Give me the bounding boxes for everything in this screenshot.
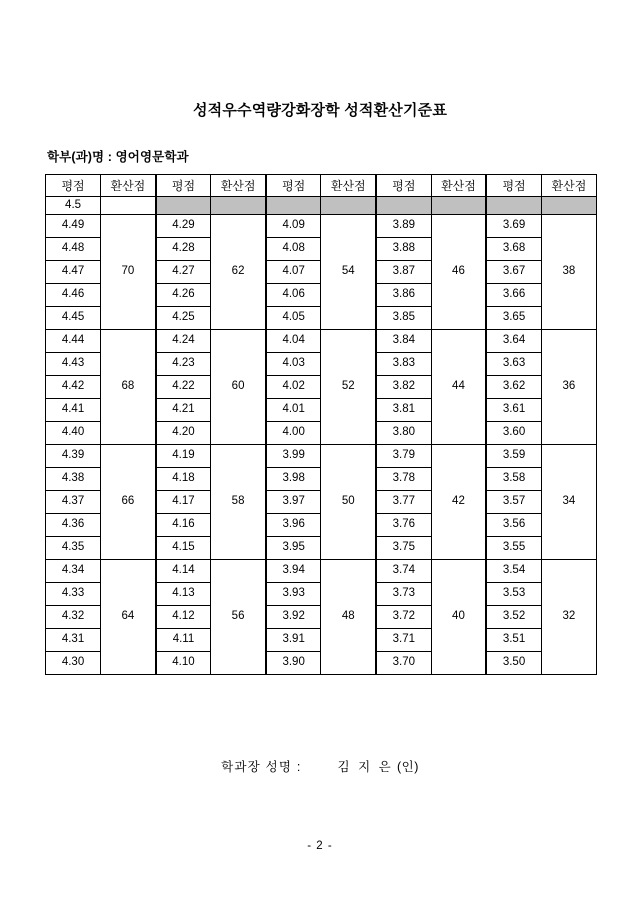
- column-header-gpa-3: 평점: [266, 175, 321, 197]
- gpa-cell: 3.54: [486, 560, 541, 583]
- gpa-cell: 3.72: [376, 606, 431, 629]
- converted-cell: 46: [431, 215, 486, 330]
- shaded-cell: [321, 197, 376, 215]
- gpa-cell: 3.80: [376, 422, 431, 445]
- page-number: - 2 -: [307, 840, 333, 852]
- gpa-cell: 4.06: [266, 284, 321, 307]
- gpa-cell: 4.44: [46, 330, 101, 353]
- gpa-cell: 4.28: [156, 238, 211, 261]
- gpa-cell: 3.78: [376, 468, 431, 491]
- shaded-cell: [431, 197, 486, 215]
- converted-cell: 70: [101, 215, 156, 330]
- gpa-cell: 4.00: [266, 422, 321, 445]
- table-body: [46, 197, 597, 675]
- shaded-cell: [211, 197, 266, 215]
- gpa-cell: 3.87: [376, 261, 431, 284]
- converted-cell: 68: [101, 330, 156, 445]
- gpa-cell: 3.73: [376, 583, 431, 606]
- gpa-cell: 3.66: [486, 284, 541, 307]
- gpa-cell: 4.41: [46, 399, 101, 422]
- gpa-cell: 4.01: [266, 399, 321, 422]
- column-header-converted-4: 환산점: [431, 175, 486, 197]
- gpa-cell: 3.88: [376, 238, 431, 261]
- gpa-cell: 3.89: [376, 215, 431, 238]
- gpa-cell: 3.81: [376, 399, 431, 422]
- page-title: 성적우수역량강화장학 성적환산기준표: [192, 102, 448, 119]
- column-header-converted-2: 환산점: [211, 175, 266, 197]
- gpa-cell: 3.67: [486, 261, 541, 284]
- gpa-cell: 3.74: [376, 560, 431, 583]
- gpa-cell: 4.49: [46, 215, 101, 238]
- gpa-cell: 4.29: [156, 215, 211, 238]
- gpa-cell: 3.60: [486, 422, 541, 445]
- table-row: [46, 215, 597, 238]
- converted-cell: 50: [321, 445, 376, 560]
- signature-name: 김 지 은: [337, 760, 394, 774]
- column-header-gpa-1: 평점: [46, 175, 101, 197]
- gpa-cell: 4.32: [46, 606, 101, 629]
- table-row: [46, 560, 597, 583]
- gpa-cell: 4.43: [46, 353, 101, 376]
- converted-cell: 44: [431, 330, 486, 445]
- gpa-cell: 4.48: [46, 238, 101, 261]
- gpa-cell: 3.57: [486, 491, 541, 514]
- gpa-cell: 4.45: [46, 307, 101, 330]
- gpa-cell: 3.99: [266, 445, 321, 468]
- gpa-cell: 3.82: [376, 376, 431, 399]
- gpa-cell: 3.76: [376, 514, 431, 537]
- gpa-cell: 3.65: [486, 307, 541, 330]
- converted-cell: [101, 197, 156, 215]
- gpa-cell: 4.35: [46, 537, 101, 560]
- gpa-cell: 4.12: [156, 606, 211, 629]
- gpa-cell: 3.63: [486, 353, 541, 376]
- gpa-cell: 3.70: [376, 652, 431, 675]
- converted-cell: 58: [211, 445, 266, 560]
- gpa-cell: 3.69: [486, 215, 541, 238]
- gpa-cell: 4.34: [46, 560, 101, 583]
- gpa-cell: 3.68: [486, 238, 541, 261]
- table-row: [46, 445, 597, 468]
- column-header-gpa-4: 평점: [376, 175, 431, 197]
- table-row: [46, 330, 597, 353]
- gpa-cell: 4.22: [156, 376, 211, 399]
- column-header-converted-5: 환산점: [541, 175, 596, 197]
- gpa-cell: 4.02: [266, 376, 321, 399]
- gpa-cell: 4.03: [266, 353, 321, 376]
- gpa-cell: 4.09: [266, 215, 321, 238]
- gpa-cell: 3.50: [486, 652, 541, 675]
- gpa-cell: 4.21: [156, 399, 211, 422]
- converted-cell: 42: [431, 445, 486, 560]
- gpa-cell: 4.42: [46, 376, 101, 399]
- gpa-cell: 4.19: [156, 445, 211, 468]
- gpa-cell: 3.91: [266, 629, 321, 652]
- gpa-cell: 4.18: [156, 468, 211, 491]
- gpa-cell: 4.15: [156, 537, 211, 560]
- gpa-cell: 3.85: [376, 307, 431, 330]
- gpa-cell: 3.84: [376, 330, 431, 353]
- converted-cell: 66: [101, 445, 156, 560]
- gpa-cell: 4.47: [46, 261, 101, 284]
- gpa-cell: 4.17: [156, 491, 211, 514]
- shaded-cell: [376, 197, 431, 215]
- gpa-cell: 3.58: [486, 468, 541, 491]
- column-header-converted-3: 환산점: [321, 175, 376, 197]
- gpa-cell: 4.31: [46, 629, 101, 652]
- converted-cell: 60: [211, 330, 266, 445]
- gpa-cell: 4.38: [46, 468, 101, 491]
- converted-cell: 56: [211, 560, 266, 675]
- gpa-cell: 4.07: [266, 261, 321, 284]
- gpa-cell: 3.98: [266, 468, 321, 491]
- converted-cell: 34: [541, 445, 596, 560]
- shaded-cell: [156, 197, 211, 215]
- gpa-cell: 3.83: [376, 353, 431, 376]
- converted-cell: 62: [211, 215, 266, 330]
- gpa-cell: 3.53: [486, 583, 541, 606]
- gpa-cell: 4.08: [266, 238, 321, 261]
- department-label: 학부(과)명 : 영어영문학과: [47, 150, 189, 164]
- gpa-cell: 4.11: [156, 629, 211, 652]
- gpa-cell: 3.94: [266, 560, 321, 583]
- gpa-cell: 3.62: [486, 376, 541, 399]
- gpa-cell: 3.59: [486, 445, 541, 468]
- gpa-cell: 4.25: [156, 307, 211, 330]
- gpa-cell: 4.10: [156, 652, 211, 675]
- gpa-cell: 4.5: [46, 197, 101, 215]
- gpa-cell: 3.64: [486, 330, 541, 353]
- gpa-cell: 4.05: [266, 307, 321, 330]
- gpa-cell: 4.37: [46, 491, 101, 514]
- gpa-cell: 4.16: [156, 514, 211, 537]
- converted-cell: 36: [541, 330, 596, 445]
- gpa-cell: 4.13: [156, 583, 211, 606]
- gpa-cell: 4.33: [46, 583, 101, 606]
- gpa-cell: 3.96: [266, 514, 321, 537]
- gpa-cell: 4.26: [156, 284, 211, 307]
- converted-cell: 40: [431, 560, 486, 675]
- shaded-cell: [266, 197, 321, 215]
- gpa-cell: 3.61: [486, 399, 541, 422]
- gpa-cell: 4.40: [46, 422, 101, 445]
- gpa-cell: 3.97: [266, 491, 321, 514]
- signature-line: [0, 757, 640, 775]
- gpa-cell: 3.77: [376, 491, 431, 514]
- column-header-gpa-5: 평점: [486, 175, 541, 197]
- column-header-gpa-2: 평점: [156, 175, 211, 197]
- grade-conversion-table: [45, 174, 597, 675]
- gpa-cell: 3.56: [486, 514, 541, 537]
- gpa-cell: 3.79: [376, 445, 431, 468]
- gpa-cell: 3.86: [376, 284, 431, 307]
- gpa-cell: 3.90: [266, 652, 321, 675]
- gpa-cell: 3.95: [266, 537, 321, 560]
- gpa-cell: 4.30: [46, 652, 101, 675]
- table-row: [46, 197, 597, 215]
- converted-cell: 54: [321, 215, 376, 330]
- gpa-cell: 3.55: [486, 537, 541, 560]
- gpa-cell: 4.24: [156, 330, 211, 353]
- table-header: [46, 175, 597, 197]
- signature-seal-mark: (인): [396, 760, 419, 774]
- table-header-row: [46, 175, 597, 197]
- shaded-cell: [541, 197, 596, 215]
- gpa-cell: 3.51: [486, 629, 541, 652]
- gpa-cell: 4.39: [46, 445, 101, 468]
- gpa-cell: 4.04: [266, 330, 321, 353]
- gpa-cell: 4.36: [46, 514, 101, 537]
- gpa-cell: 4.14: [156, 560, 211, 583]
- converted-cell: 64: [101, 560, 156, 675]
- gpa-cell: 3.52: [486, 606, 541, 629]
- converted-cell: 48: [321, 560, 376, 675]
- gpa-cell: 4.46: [46, 284, 101, 307]
- converted-cell: 32: [541, 560, 596, 675]
- gpa-cell: 4.23: [156, 353, 211, 376]
- gpa-cell: 3.93: [266, 583, 321, 606]
- column-header-converted-1: 환산점: [101, 175, 156, 197]
- gpa-cell: 4.20: [156, 422, 211, 445]
- converted-cell: 38: [541, 215, 596, 330]
- shaded-cell: [486, 197, 541, 215]
- gpa-cell: 3.71: [376, 629, 431, 652]
- signature-label: 학과장 성명 :: [221, 760, 302, 774]
- gpa-cell: 4.27: [156, 261, 211, 284]
- gpa-cell: 3.92: [266, 606, 321, 629]
- converted-cell: 52: [321, 330, 376, 445]
- gpa-cell: 3.75: [376, 537, 431, 560]
